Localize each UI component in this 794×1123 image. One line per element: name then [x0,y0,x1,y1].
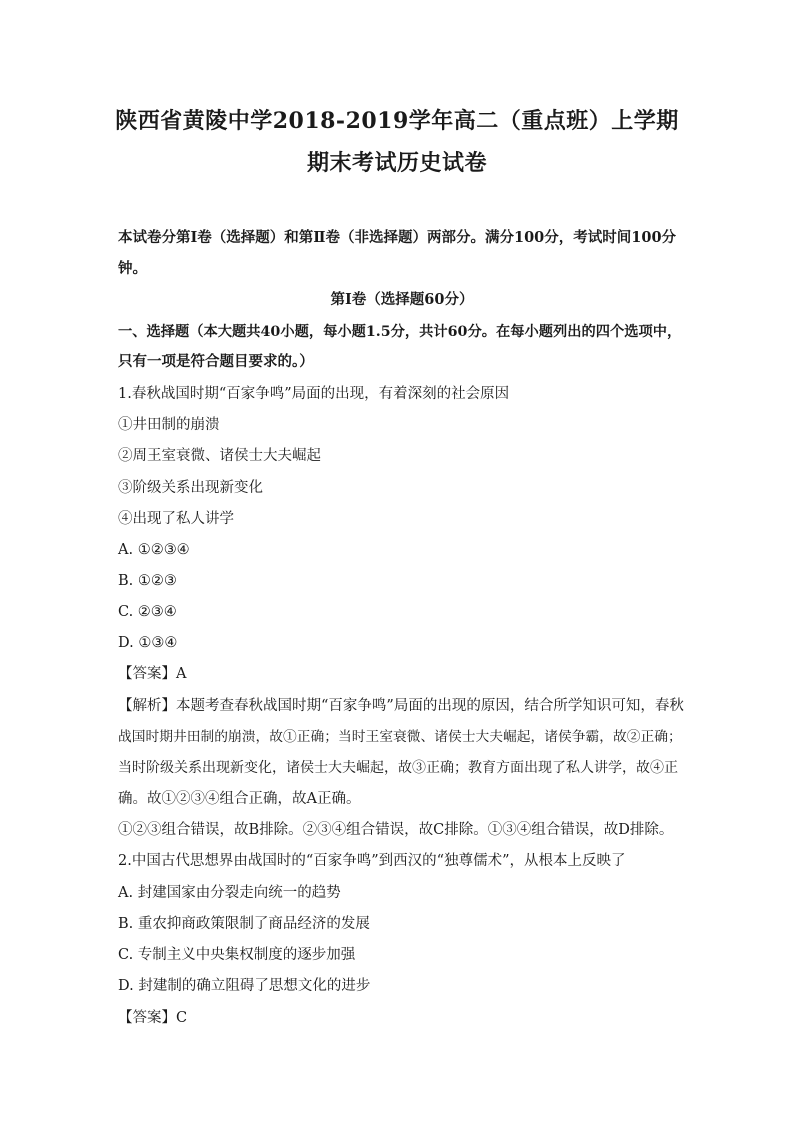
question-2-option-a: A. 封建国家由分裂走向统一的趋势 [118,885,341,901]
question-1-item: ①井田制的崩溃 [118,417,220,433]
question-1-option-d: D. ①③④ [118,635,178,651]
analysis-text: 本题考查春秋战国时期“百家争鸣”局面的出现的原因，结合所学知识可知，春秋 [176,698,684,714]
question-1-analysis-line3: 当时阶级关系出现新变化，诸侯士大夫崛起，故③正确；教育方面出现了私人讲学，故④正 [118,760,678,776]
intro-line2: 钟。 [118,260,147,277]
analysis-label: 【解析】 [118,698,176,714]
question-1-item: ③阶级关系出现新变化 [118,480,263,496]
question-1-item: ②周王室衰微、诸侯士大夫崛起 [118,448,321,464]
question-1-option-b: B. ①②③ [118,573,177,589]
section-heading: 第Ⅰ卷（选择题60分） [330,291,474,308]
instruction-line1: 一、选择题（本大题共40小题，每小题1.5分，共计60分。在每小题列出的四个选项中， [118,324,682,340]
question-2-stem: 2.中国古代思想界由战国时的“百家争鸣”到西汉的“独尊儒术”，从根本上反映了 [118,853,626,869]
question-2-option-d: D. 封建制的确立阻碍了思想文化的进步 [118,978,371,994]
question-2-option-b: B. 重农抑商政策限制了商品经济的发展 [118,916,370,932]
question-1-option-a: A. ①②③④ [118,542,190,558]
question-1-analysis-line1 [118,696,686,716]
question-1-analysis-line4: 确。故①②③④组合正确，故A正确。 [118,791,361,807]
question-1-stem: 1.春秋战国时期“百家争鸣”局面的出现，有着深刻的社会原因 [118,386,510,402]
question-1-item: ④出现了私人讲学 [118,511,234,527]
question-1-option-c: C. ②③④ [118,604,177,620]
question-1-analysis-line5: ①②③组合错误，故B排除。②③④组合错误，故C排除。①③④组合错误，故D排除。 [118,822,674,838]
document-title-line2: 期末考试历史试卷 [306,150,487,176]
instruction-line2: 只有一项是符合题目要求的。） [118,353,314,370]
intro-line1: 本试卷分第Ⅰ卷（选择题）和第Ⅱ卷（非选择题）两部分。满分100分，考试时间100分 [118,229,677,246]
document-title-line1: 陕西省黄陵中学2018-2019学年高二（重点班）上学期 [115,108,679,134]
question-1-answer: 【答案】A [118,666,187,682]
question-2-answer: 【答案】C [118,1010,188,1026]
question-1-analysis-line2: 战国时期井田制的崩溃，故①正确；当时王室衰微、诸侯士大夫崛起，诸侯争霸，故②正确； [118,729,682,745]
question-2-option-c: C. 专制主义中央集权制度的逐步加强 [118,947,356,963]
